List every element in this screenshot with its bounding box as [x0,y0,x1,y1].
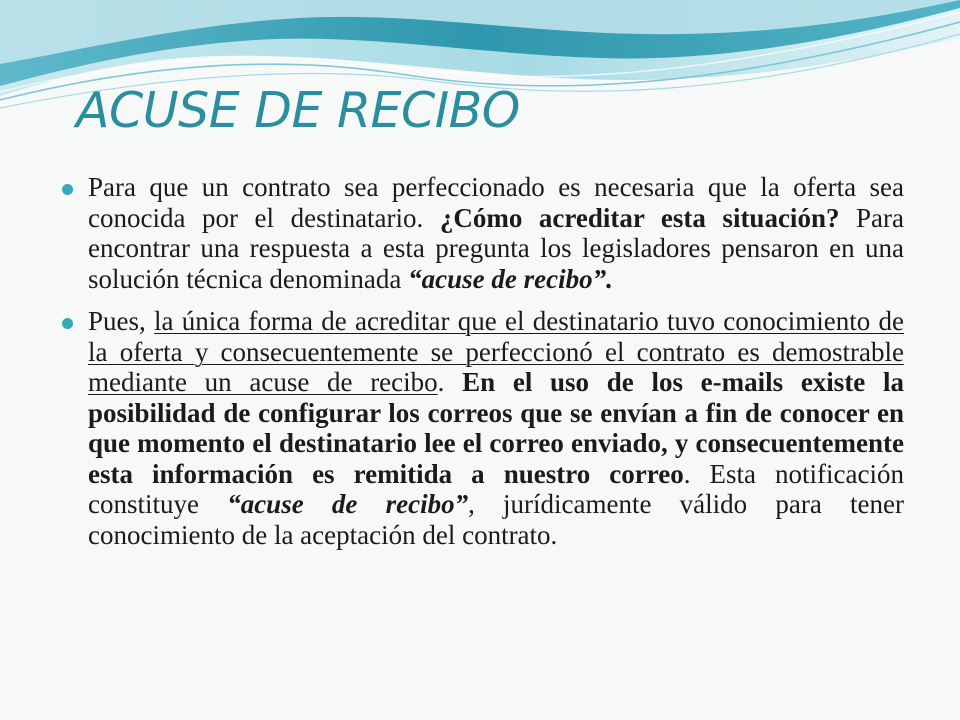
bullet-2-text-d: , jurídicamente válido para tener conocimiento de la aceptación del contrato. [88,489,905,550]
bullet-list [62,172,904,562]
bullet-2-bold: En el uso de los e-mails existe la posibilidad de configurar los correos que se envían a fin de conocer en que momento el destinatario lee el correo enviado, y consecuentemente esta información es remitida a nuestro correo [88,367,904,489]
bullet-2-text-a: Pues, [88,306,155,336]
bullet-1-question: ¿Cómo acreditar esta situación? [439,202,840,233]
bullet-item-2 [62,306,904,550]
bullet-dot-icon [62,318,73,329]
bullet-1-text-a: Para que un contrato sea perfeccionado es necesaria que la oferta sea conocida por el destinatario. [88,172,904,233]
slide-title: ACUSE DE RECIBO [76,82,520,139]
bullet-item-1 [62,172,904,294]
bullet-2-text-c: . Esta notificación constituye [88,458,905,519]
bullet-dot-icon [62,184,73,195]
bullet-1-text-b: Para encontrar una respuesta a esta pregunta los legisladores pensaron en una solución técnica denominada [88,202,904,294]
bullet-1-term: “acuse de recibo”. [408,263,613,294]
bullet-2-text-b: . [437,367,463,397]
bullet-2-underlined: la única forma de acreditar que el destinatario tuvo conocimiento de la oferta y consecuentemente se perfeccionó el contrato es demostrable mediante un acuse de recibo [88,306,904,397]
bullet-text-1 [88,172,904,294]
bullet-2-term: “acuse de recibo” [227,489,469,519]
bullet-text-2 [88,306,904,550]
